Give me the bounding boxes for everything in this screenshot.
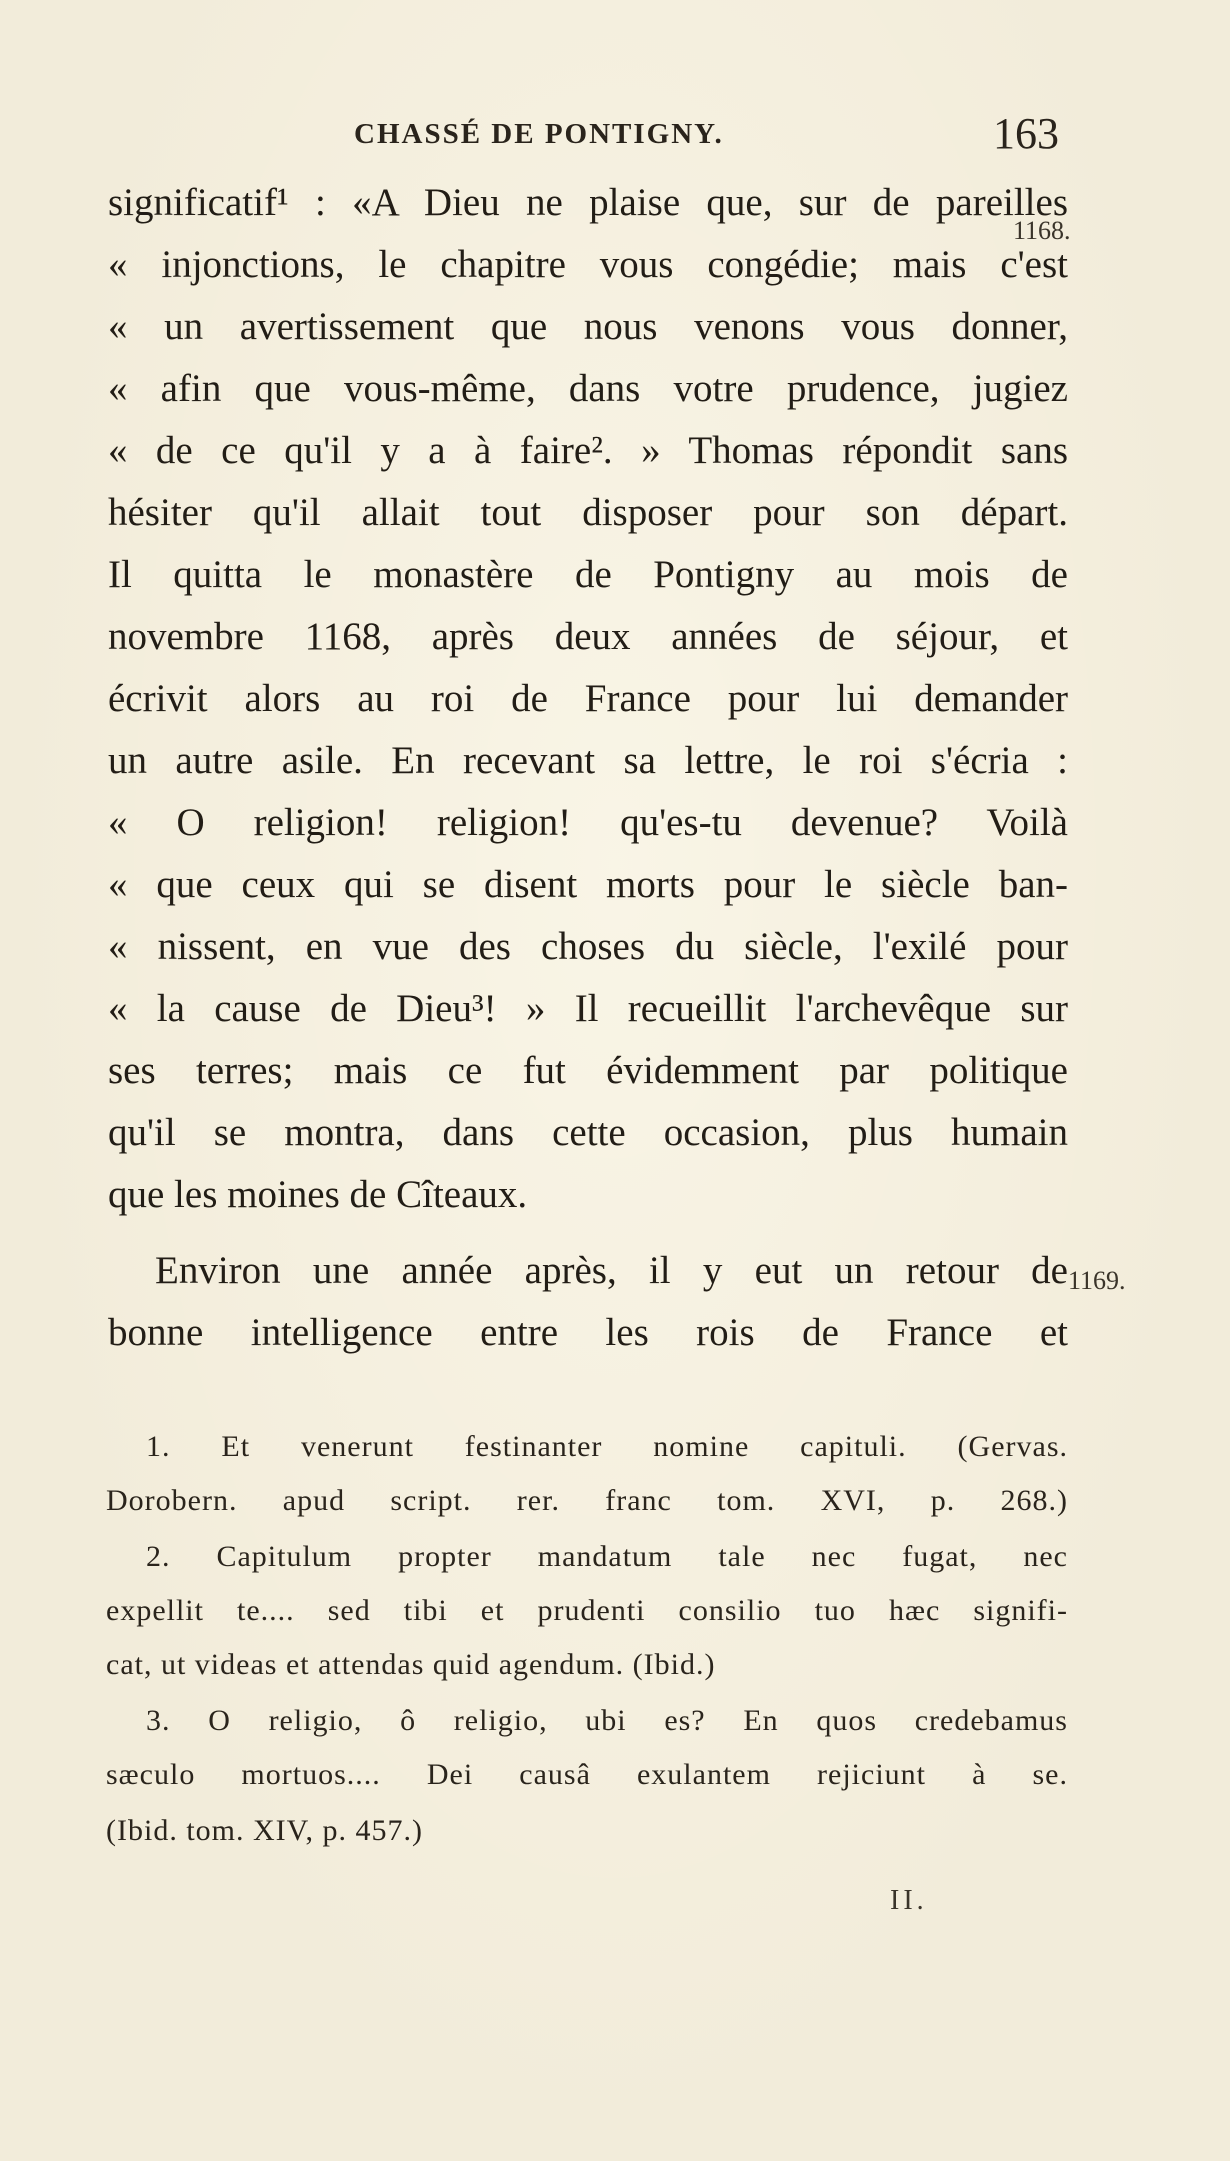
text-line: « O religion! religion! qu'es-tu devenue? Voilà bbox=[108, 801, 1068, 844]
text-line: « afin que vous-même, dans votre prudence, jugiez bbox=[108, 367, 1068, 410]
footnote-line: expellit te.... sed tibi et prudenti consilio tuo hæc signifi- bbox=[106, 1594, 1068, 1627]
text-line: Il quitta le monastère de Pontigny au mois de bbox=[108, 553, 1068, 596]
footnote-line: 3. O religio, ô religio, ubi es? En quos credebamus bbox=[146, 1704, 1068, 1737]
text-line: hésiter qu'il allait tout disposer pour son départ. bbox=[108, 491, 1068, 534]
footnote-line: Dorobern. apud script. rer. franc tom. XVI, p. 268.) bbox=[106, 1484, 1068, 1517]
margin-note-year: 1169. bbox=[1068, 1266, 1126, 1295]
running-title: CHASSÉ DE PONTIGNY. bbox=[354, 118, 724, 150]
signature-mark: II. bbox=[890, 1885, 928, 1916]
text-line: qu'il se montra, dans cette occasion, plus humain bbox=[108, 1111, 1068, 1154]
text-line: « injonctions, le chapitre vous congédie; mais c'est bbox=[108, 243, 1068, 286]
text-line: « nissent, en vue des choses du siècle, l'exilé pour bbox=[108, 925, 1068, 968]
text-line: « de ce qu'il y a à faire². » Thomas répondit sans bbox=[108, 429, 1068, 472]
text-line: bonne intelligence entre les rois de France et bbox=[108, 1311, 1068, 1354]
footnote-line: sæculo mortuos.... Dei causâ exulantem rejiciunt à se. bbox=[106, 1758, 1068, 1791]
footnote-line: 1. Et venerunt festinanter nomine capituli. (Gervas. bbox=[146, 1430, 1068, 1463]
text-line: significatif¹ : «A Dieu ne plaise que, sur de pareilles bbox=[108, 181, 1068, 224]
margin-note-year: 1168. bbox=[1013, 216, 1071, 245]
footnote-line: (Ibid. tom. XIV, p. 457.) bbox=[106, 1814, 423, 1847]
text-line: ses terres; mais ce fut évidemment par politique bbox=[108, 1049, 1068, 1092]
page-number: 163 bbox=[993, 109, 1059, 158]
text-line: Environ une année après, il y eut un retour de bbox=[155, 1249, 1068, 1292]
text-line: écrivit alors au roi de France pour lui demander bbox=[108, 677, 1068, 720]
footnote-line: 2. Capitulum propter mandatum tale nec fugat, nec bbox=[146, 1540, 1068, 1573]
text-line: « que ceux qui se disent morts pour le siècle ban- bbox=[108, 863, 1068, 906]
text-line: « la cause de Dieu³! » Il recueillit l'archevêque sur bbox=[108, 987, 1068, 1030]
footnote-line: cat, ut videas et attendas quid agendum. (Ibid.) bbox=[106, 1648, 716, 1681]
text-line: « un avertissement que nous venons vous donner, bbox=[108, 305, 1068, 348]
text-line: un autre asile. En recevant sa lettre, le roi s'écria : bbox=[108, 739, 1068, 782]
text-line: que les moines de Cîteaux. bbox=[108, 1173, 528, 1216]
text-line: novembre 1168, après deux années de séjour, et bbox=[108, 615, 1068, 658]
